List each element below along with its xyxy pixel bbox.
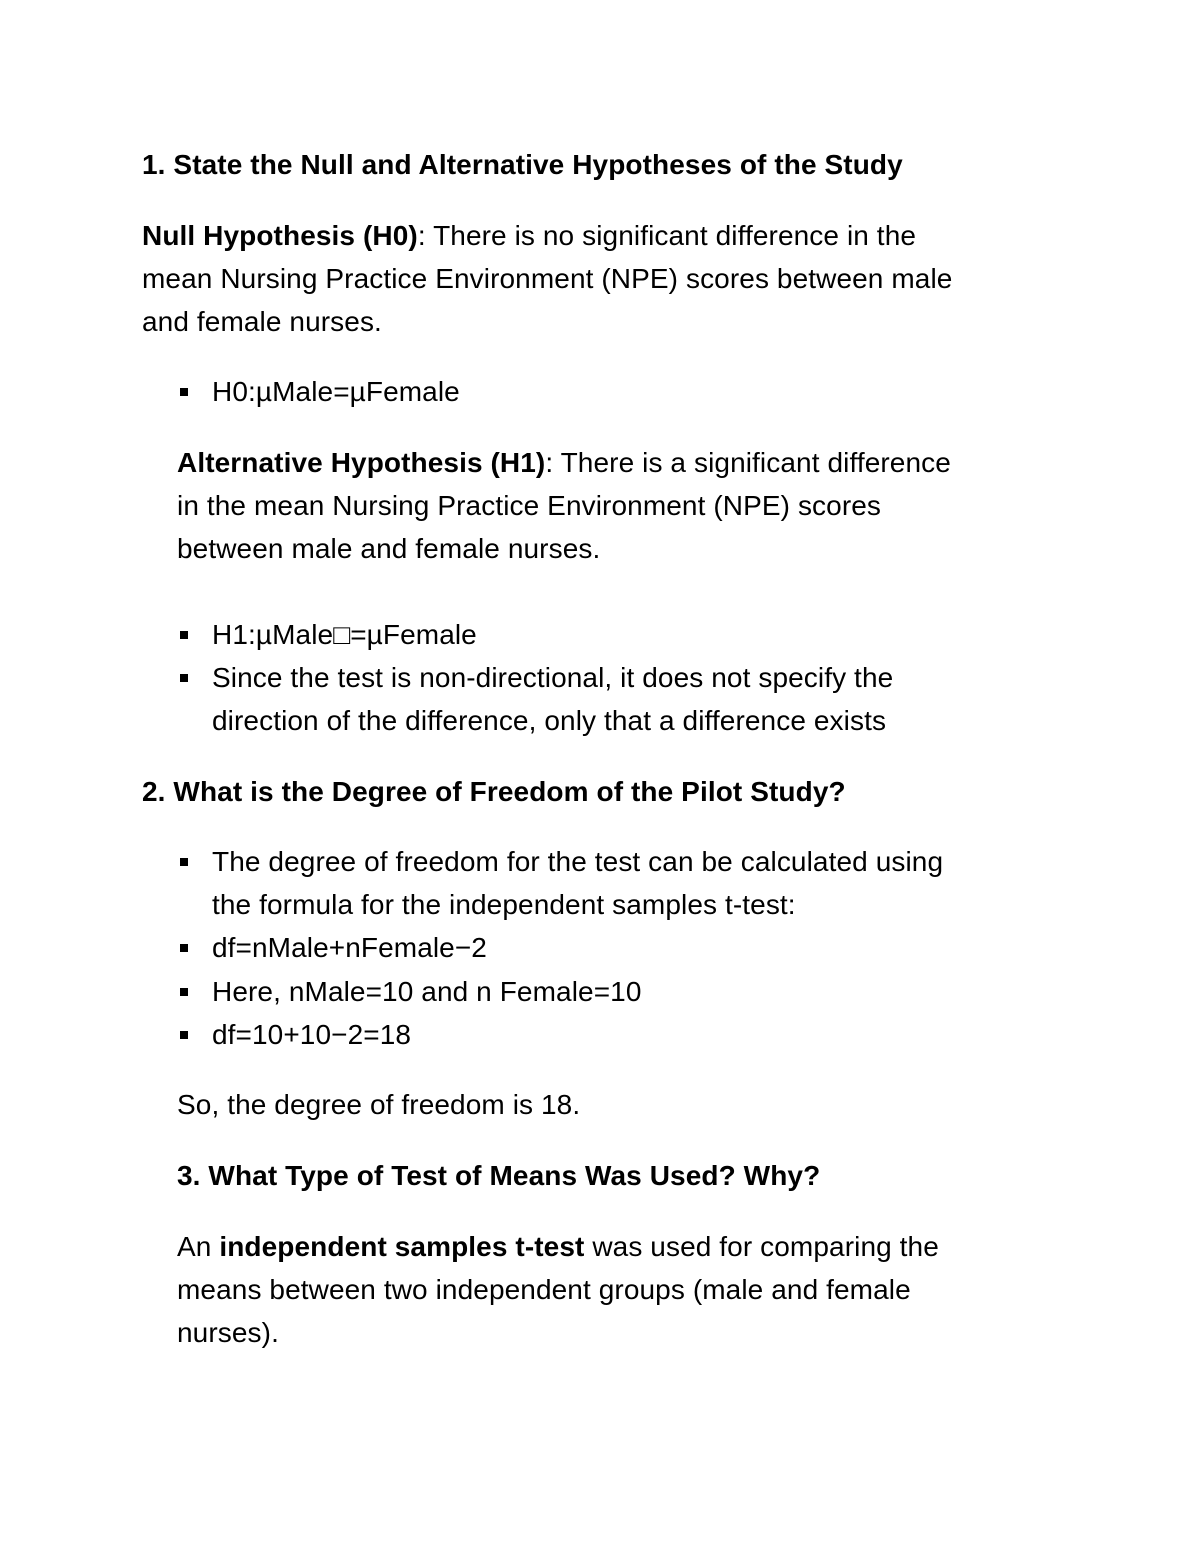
null-hypothesis-label: Null Hypothesis (H0): [142, 220, 418, 251]
df-calculation: df=10+10−2=18: [212, 1019, 412, 1050]
null-hypothesis-formula: H0:µMale=µFemale: [212, 376, 460, 407]
section-3-heading: 3. What Type of Test of Means Was Used? Why?: [177, 1160, 821, 1191]
alt-hypothesis-line-3: between male and female nurses.: [177, 533, 601, 564]
sample-sizes: Here, nMale=10 and n Female=10: [212, 976, 642, 1007]
square-bullet-icon: [180, 988, 188, 996]
square-bullet-icon: [180, 631, 188, 639]
test-type-suffix: was used for comparing the: [584, 1231, 939, 1262]
test-type-line-3: nurses).: [177, 1317, 279, 1348]
null-hypothesis-line-3: and female nurses.: [142, 306, 382, 337]
null-hypothesis-line-2: mean Nursing Practice Environment (NPE) scores between male: [142, 263, 953, 294]
test-type-line-1: [177, 1230, 939, 1264]
square-bullet-icon: [180, 388, 188, 396]
square-bullet-icon: [180, 858, 188, 866]
alt-hypothesis-formula: H1:µMale□=µFemale: [212, 619, 477, 650]
square-bullet-icon: [180, 944, 188, 952]
non-directional-note-line-2: direction of the difference, only that a difference exists: [212, 705, 887, 736]
df-explanation-line-1: The degree of freedom for the test can be calculated using: [212, 846, 944, 877]
df-conclusion: So, the degree of freedom is 18.: [177, 1089, 581, 1120]
square-bullet-icon: [180, 674, 188, 682]
alt-hypothesis-line-1: [177, 446, 951, 480]
non-directional-note-line-1: Since the test is non-directional, it does not specify the: [212, 662, 894, 693]
alt-hypothesis-label: Alternative Hypothesis (H1): [177, 447, 546, 478]
df-explanation-line-2: the formula for the independent samples t-test:: [212, 889, 796, 920]
section-2-heading: 2. What is the Degree of Freedom of the Pilot Study?: [142, 776, 846, 807]
section-1-heading: 1. State the Null and Alternative Hypotheses of the Study: [142, 149, 903, 180]
square-bullet-icon: [180, 1031, 188, 1039]
df-formula: df=nMale+nFemale−2: [212, 932, 487, 963]
alt-hypothesis-text: : There is a significant difference: [545, 447, 951, 478]
test-type-prefix: An: [177, 1231, 220, 1262]
alt-hypothesis-line-2: in the mean Nursing Practice Environment (NPE) scores: [177, 490, 882, 521]
null-hypothesis-text: : There is no significant difference in the: [417, 220, 917, 251]
test-type-name: independent samples t-test: [219, 1231, 585, 1262]
test-type-line-2: means between two independent groups (male and female: [177, 1274, 911, 1305]
null-hypothesis-line-1: [142, 219, 916, 253]
